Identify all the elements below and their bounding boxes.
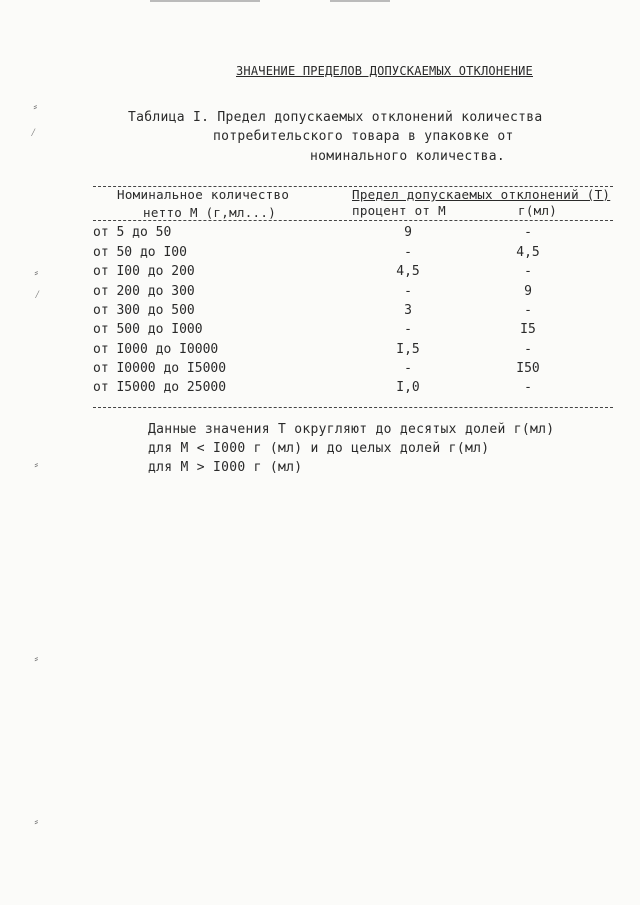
table-row	[93, 245, 553, 263]
note-line-3: для М > I000 г (мл)	[148, 460, 303, 475]
binder-hole-mark: ⁄	[34, 288, 41, 301]
row-range: от 300 до 500	[93, 303, 195, 318]
table-row	[93, 303, 553, 321]
table-row	[93, 361, 553, 379]
table-caption-line-1: Таблица I. Предел допускаемых отклонений количества	[128, 110, 543, 125]
note-line-2: для М < I000 г (мл) и до целых долей г(мл)	[148, 441, 490, 456]
row-grams: -	[524, 303, 532, 318]
table-row	[93, 284, 553, 302]
row-percent: I,5	[396, 342, 420, 357]
row-range: от I00 до 200	[93, 264, 195, 279]
note-line-1: Данные значения Т округляют до десятых долей г(мл)	[148, 422, 555, 437]
table-row	[93, 342, 553, 360]
binder-hole-mark: ⸗	[32, 100, 39, 113]
scan-edge-mark	[330, 0, 390, 2]
row-grams: -	[524, 342, 532, 357]
table-row	[93, 322, 553, 340]
table-row	[93, 225, 553, 243]
document-title: ЗНАЧЕНИЕ ПРЕДЕЛОВ ДОПУСКАЕМЫХ ОТКЛОНЕНИЕ	[236, 64, 533, 78]
header-percent-of-m: процент от М	[352, 203, 446, 218]
table-caption-line-2: потребительского товара в упаковке от	[213, 129, 514, 144]
row-range: от I0000 до I5000	[93, 361, 227, 376]
header-grams-ml: г(мл)	[518, 203, 558, 218]
row-percent: I,0	[396, 380, 420, 395]
row-percent: 4,5	[396, 264, 420, 279]
header-nominal-quantity: Номинальное количество	[117, 187, 290, 202]
binder-hole-mark: ⁄	[30, 126, 37, 139]
row-range: от 500 до I000	[93, 322, 203, 337]
binder-hole-mark: ⸗	[33, 652, 40, 665]
header-net-mass: нетто М (г,мл...)	[143, 205, 277, 220]
row-range: от 5 до 50	[93, 225, 172, 240]
row-grams: 4,5	[516, 245, 540, 260]
row-grams: -	[524, 380, 532, 395]
row-percent: 3	[404, 303, 412, 318]
row-percent: -	[404, 361, 412, 376]
row-grams: 9	[524, 284, 532, 299]
binder-hole-mark: ⸗	[33, 266, 40, 279]
row-percent: -	[404, 284, 412, 299]
row-range: от 50 до I00	[93, 245, 187, 260]
row-range: от 200 до 300	[93, 284, 195, 299]
row-range: от I000 до I0000	[93, 342, 219, 357]
row-percent: 9	[404, 225, 412, 240]
table-caption-line-3: номинального количества.	[310, 149, 506, 164]
row-grams: -	[524, 225, 532, 240]
header-tolerance-limit: Предел допускаемых отклонений (Т)	[352, 187, 611, 202]
binder-hole-mark: ⸗	[33, 458, 40, 471]
row-percent: -	[404, 245, 412, 260]
row-percent: -	[404, 322, 412, 337]
table-row	[93, 264, 553, 282]
binder-hole-mark: ⸗	[33, 815, 40, 828]
scan-edge-mark	[150, 0, 260, 2]
row-grams: -	[524, 264, 532, 279]
row-range: от I5000 до 25000	[93, 380, 227, 395]
table-row	[93, 380, 553, 398]
table-bottom-rule	[93, 407, 613, 408]
header-bottom-rule	[93, 220, 613, 221]
row-grams: I50	[516, 361, 540, 376]
row-grams: I5	[520, 322, 536, 337]
